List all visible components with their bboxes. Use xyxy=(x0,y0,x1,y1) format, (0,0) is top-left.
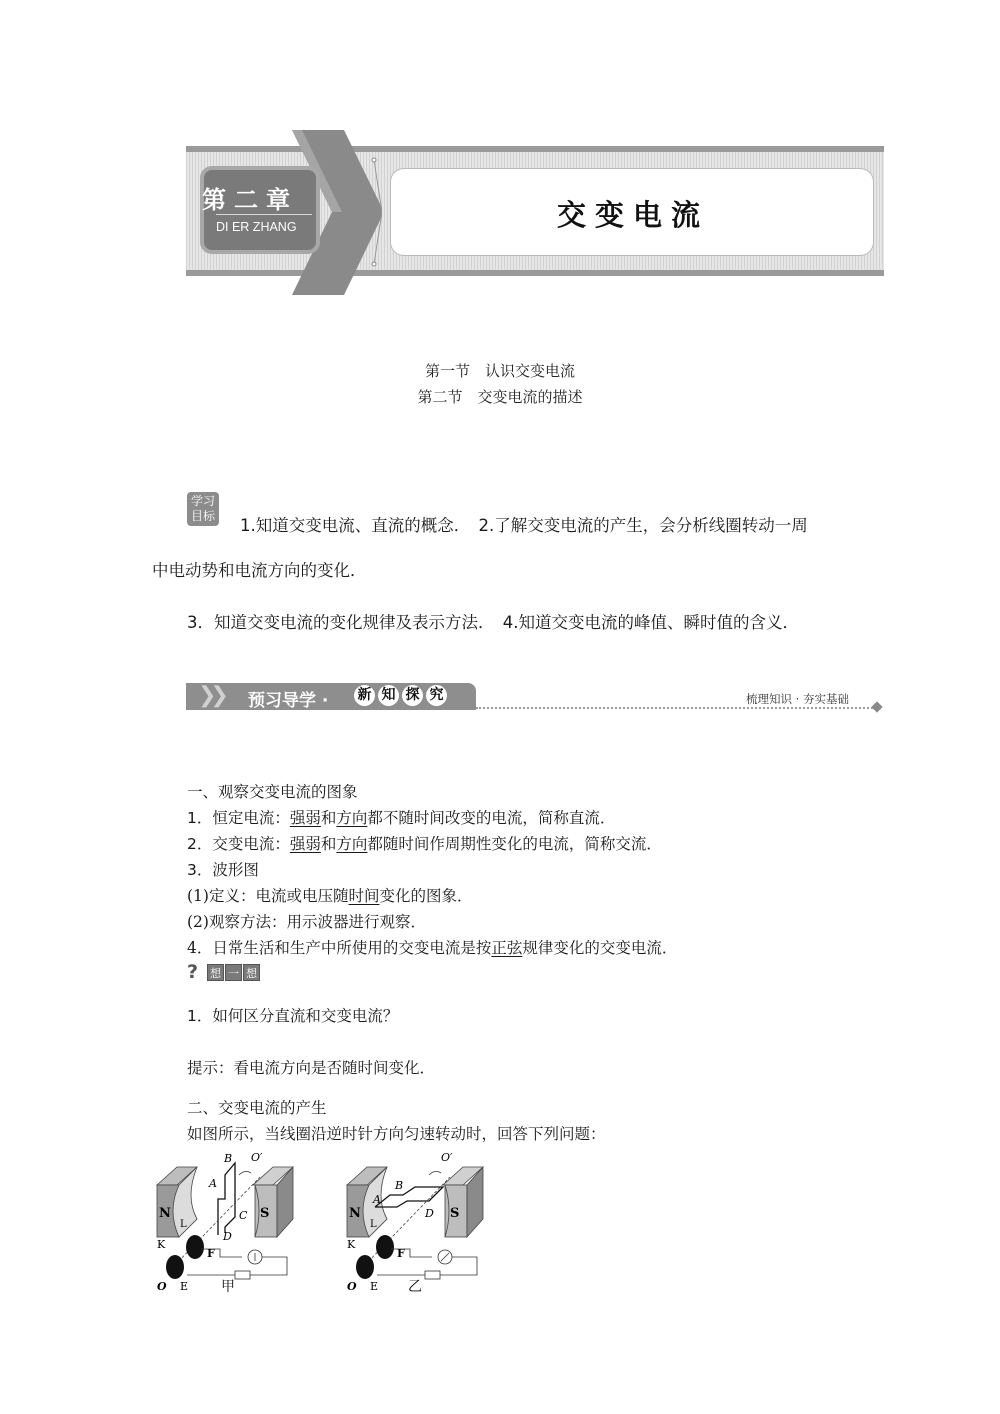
svg-text:O: O xyxy=(347,1280,357,1293)
item-text: 变化的图象． xyxy=(379,887,473,905)
think-box: 想 xyxy=(207,964,224,981)
figure-caption-yi: 乙 xyxy=(408,1279,422,1295)
svg-text:A: A xyxy=(209,1177,217,1190)
goal-line-3: 3．知道交变电流的变化规律及表示方法． 4.知道交变电流的峰值、瞬时值的含义． xyxy=(187,613,799,632)
circled-char: 知 xyxy=(378,685,399,706)
item-text: (1)定义：电流或电压随 xyxy=(187,887,349,905)
badge-bottom-text: 目标 xyxy=(190,509,215,523)
svg-text:S: S xyxy=(260,1206,270,1221)
think-question: 1．如何区分直流和交变电流？ xyxy=(187,1007,399,1025)
preview-tab xyxy=(186,683,476,710)
generator-diagram xyxy=(145,1145,305,1295)
part1-item3b: (2)观察方法：用示波器进行观察． xyxy=(187,913,426,931)
preview-label: 预习导学 · xyxy=(248,691,329,711)
part1-item1 xyxy=(187,806,615,828)
circled-char: 探 xyxy=(402,685,423,706)
part1-item2 xyxy=(187,832,662,854)
item-prefix: 2．交变电流： xyxy=(187,835,290,853)
svg-text:O′: O′ xyxy=(441,1151,453,1164)
svg-text:O: O xyxy=(157,1280,167,1293)
svg-text:B: B xyxy=(395,1179,404,1192)
svg-text:C: C xyxy=(239,1209,248,1222)
item-text: 4．日常生活和生产中所使用的交变电流是按 xyxy=(187,939,492,957)
svg-text:L: L xyxy=(180,1219,187,1230)
svg-text:O′: O′ xyxy=(251,1151,263,1164)
svg-text:S: S xyxy=(450,1206,460,1221)
goal-line-1: 1.知道交变电流、直流的概念． 2.了解交变电流的产生，会分析线圈转动一周 xyxy=(240,516,808,535)
item-text: 和 xyxy=(320,809,337,827)
svg-text:F: F xyxy=(207,1247,215,1260)
part2-heading: 二、交变电流的产生 xyxy=(187,1099,327,1117)
item-text: 都随时间作周期性变化的电流，简称交流． xyxy=(367,835,662,853)
item-text: 都不随时间改变的电流，简称直流． xyxy=(367,809,616,827)
underlined-answer: 时间 xyxy=(348,887,380,905)
dotted-divider xyxy=(476,707,876,709)
think-box: 想 xyxy=(243,964,260,981)
underlined-answer: 方向 xyxy=(336,809,368,827)
underlined-answer: 方向 xyxy=(336,835,368,853)
learning-goals-badge xyxy=(187,492,219,526)
svg-text:L: L xyxy=(370,1219,377,1230)
title-box xyxy=(390,168,874,256)
svg-text:D: D xyxy=(425,1207,434,1220)
svg-text:B: B xyxy=(224,1152,233,1165)
preview-section-bar xyxy=(186,683,886,713)
badge-top-text: 学习 xyxy=(190,494,215,508)
part1-heading: 一、观察交变电流的图象 xyxy=(187,783,358,801)
preview-subtitle: 梳理知识 · 夯实基础 xyxy=(746,692,849,706)
svg-text:F: F xyxy=(397,1247,405,1260)
think-box: 一 xyxy=(225,964,242,981)
section-title-2: 第二节 交变电流的描述 xyxy=(417,388,583,406)
figure-yi xyxy=(335,1145,495,1295)
underlined-answer: 强弱 xyxy=(289,809,321,827)
svg-text:N: N xyxy=(159,1206,171,1221)
part1-item4 xyxy=(187,936,677,958)
svg-text:D: D xyxy=(223,1230,232,1243)
part1-item3: 3．波形图 xyxy=(187,861,259,879)
underlined-answer: 正弦 xyxy=(491,939,523,957)
item-text: 和 xyxy=(320,835,337,853)
part1-item3a xyxy=(187,884,473,906)
svg-text:K: K xyxy=(157,1238,166,1251)
main-title: 交变电流 xyxy=(556,198,709,232)
goal-line-2: 中电动势和电流方向的变化． xyxy=(152,561,367,580)
chapter-pinyin: DI ER ZHANG xyxy=(216,220,297,234)
chapter-title: 第二章 xyxy=(202,186,298,214)
figure-jia xyxy=(145,1145,305,1295)
figure-caption-jia: 甲 xyxy=(221,1279,235,1295)
svg-text:E: E xyxy=(370,1280,379,1293)
circled-char: 究 xyxy=(426,685,447,706)
circled-char: 新 xyxy=(354,685,375,706)
double-chevron-icon: ❯❯ xyxy=(198,683,223,708)
question-mark-icon: ? xyxy=(187,961,199,983)
part2-intro: 如图所示，当线圈沿逆时针方向匀速转动时，回答下列问题： xyxy=(187,1125,606,1143)
svg-text:E: E xyxy=(180,1280,189,1293)
think-hint: 提示：看电流方向是否随时间变化． xyxy=(187,1059,436,1077)
chapter-divider xyxy=(216,214,312,215)
underlined-answer: 强弱 xyxy=(289,835,321,853)
chapter-banner xyxy=(186,130,884,295)
svg-text:A: A xyxy=(373,1193,381,1206)
item-prefix: 1．恒定电流： xyxy=(187,809,290,827)
diamond-icon xyxy=(871,701,882,712)
section-title-1: 第一节 认识交变电流 xyxy=(424,362,575,380)
item-text: 规律变化的交变电流． xyxy=(522,939,678,957)
generator-diagram xyxy=(335,1145,495,1295)
svg-text:N: N xyxy=(349,1206,361,1221)
svg-text:K: K xyxy=(347,1238,356,1251)
